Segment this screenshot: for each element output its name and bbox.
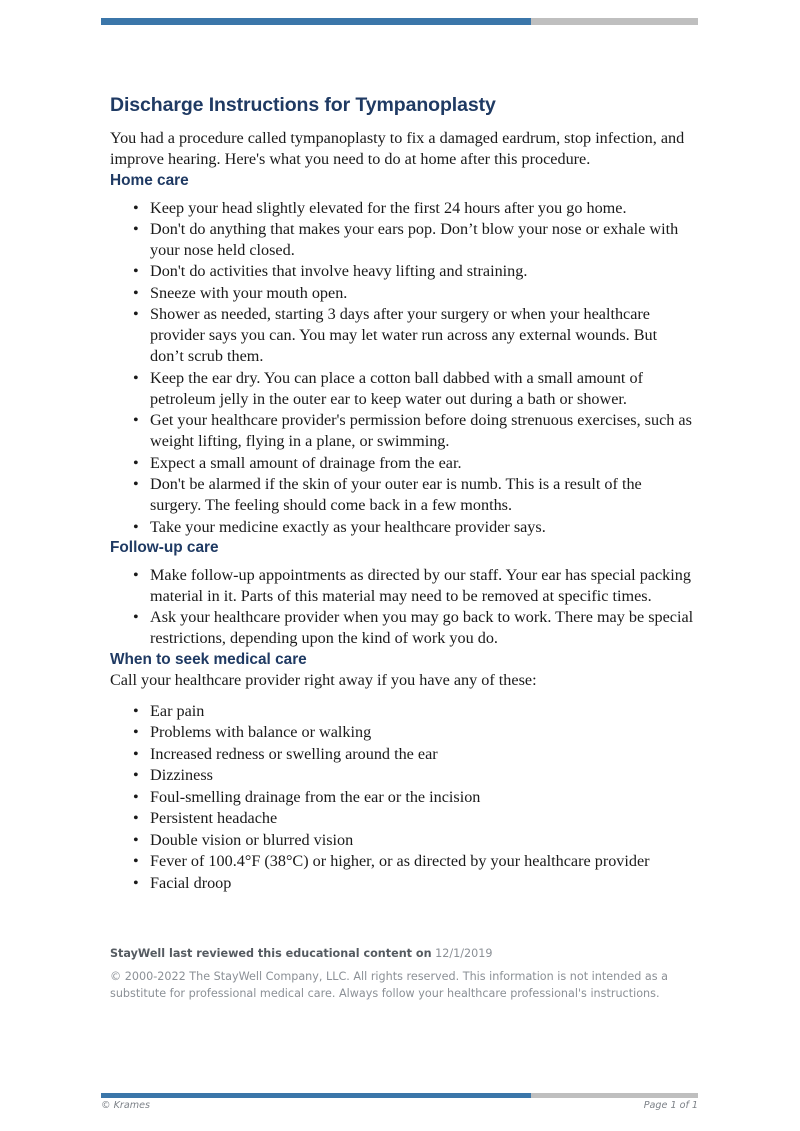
footer-rule-accent — [101, 1093, 531, 1098]
last-reviewed-date: 12/1/2019 — [435, 947, 493, 960]
last-reviewed-label: StayWell last reviewed this educational content on — [110, 947, 432, 960]
page-footer — [101, 1100, 698, 1111]
list-item: • Double vision or blurred vision — [150, 830, 695, 851]
list-item: • Make follow-up appointments as directed by our staff. Your ear has special packing material in it. Parts of this material may need to be removed at specific times. — [150, 565, 695, 607]
intro-paragraph: You had a procedure called tympanoplasty to fix a damaged eardrum, stop infection, and improve hearing. Here's what you need to do at home after this procedure. — [110, 129, 685, 169]
list-item: • Facial droop — [150, 873, 695, 894]
list-item: • Sneeze with your mouth open. — [150, 283, 695, 304]
list-item: • Persistent headache — [150, 808, 695, 829]
when-to-seek-lead: Call your healthcare provider right away if you have any of these: — [110, 670, 537, 689]
last-reviewed-line — [110, 946, 685, 963]
list-item: • Fever of 100.4°F (38°C) or higher, or as directed by your healthcare provider — [150, 851, 695, 872]
list-item: • Foul-smelling drainage from the ear or the incision — [150, 787, 695, 808]
list-item: • Ask your healthcare provider when you may go back to work. There may be special restrictions, depending upon the kind of work you do. — [150, 607, 695, 649]
list-item: • Dizziness — [150, 765, 695, 786]
section-heading-when-to-seek-medical-care: When to seek medical care — [110, 650, 307, 668]
list-item: • Keep your head slightly elevated for the first 24 hours after you go home. — [150, 198, 695, 219]
list-item: • Don't do anything that makes your ears pop. Don’t blow your nose or exhale with your nose held closed. — [150, 219, 695, 261]
page-title: Discharge Instructions for Tympanoplasty — [110, 94, 496, 116]
list-item: • Take your medicine exactly as your healthcare provider says. — [150, 517, 695, 538]
footer-copyright: © Krames — [101, 1100, 151, 1111]
footer-metadata — [110, 946, 685, 1002]
list-item: • Shower as needed, starting 3 days after your surgery or when your healthcare provider says you can. You may let water run across any external wounds. But don’t scrub them. — [150, 304, 695, 367]
header-rule — [101, 18, 698, 25]
list-item: • Don't be alarmed if the skin of your outer ear is numb. This is a result of the surgery. The feeling should come back in a few months. — [150, 474, 695, 516]
list-item: • Get your healthcare provider's permission before doing strenuous exercises, such as weight lifting, flying in a plane, or swimming. — [150, 410, 695, 452]
legal-disclaimer: © 2000-2022 The StayWell Company, LLC. All rights reserved. This information is not intended as a substitute for professional medical care. Always follow your healthcare professional's instructions. — [110, 969, 668, 1000]
when-to-seek-list — [110, 701, 695, 894]
list-item: • Increased redness or swelling around the ear — [150, 744, 695, 765]
follow-up-care-list — [110, 565, 695, 649]
header-rule-accent — [101, 18, 531, 25]
list-item: • Don't do activities that involve heavy lifting and straining. — [150, 261, 695, 282]
footer-page-number: Page 1 of 1 — [643, 1100, 698, 1111]
list-item: • Keep the ear dry. You can place a cotton ball dabbed with a small amount of petroleum jelly in the outer ear to keep water out during a bath or shower. — [150, 368, 695, 410]
section-heading-home-care: Home care — [110, 171, 189, 189]
list-item: • Ear pain — [150, 701, 695, 722]
footer-rule — [101, 1093, 698, 1098]
home-care-list — [110, 198, 695, 538]
list-item: • Expect a small amount of drainage from the ear. — [150, 453, 695, 474]
document-content — [110, 93, 695, 894]
section-heading-follow-up-care: Follow-up care — [110, 539, 219, 557]
list-item: • Problems with balance or walking — [150, 722, 695, 743]
